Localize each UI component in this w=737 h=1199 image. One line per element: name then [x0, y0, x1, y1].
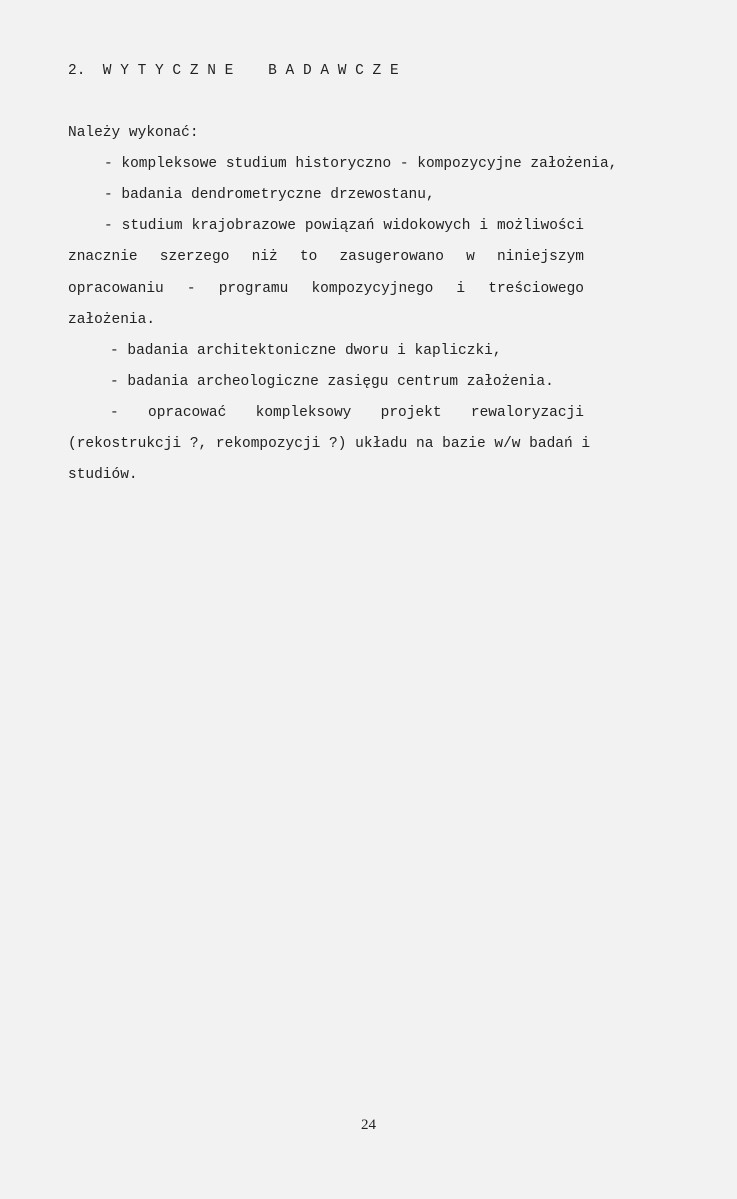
- list-item-1: - kompleksowe studium historyczno - kompozycyjne założenia,: [104, 156, 618, 172]
- list-item-2: - badania dendrometryczne drzewostanu,: [104, 187, 435, 203]
- list-item-3-line-2: znacznie szerzego niż to zasugerowano w niniejszym: [68, 249, 584, 265]
- list-item-6-line-2: (rekostrukcji ?, rekompozycji ?) układu na bazie w/w badań i: [68, 436, 591, 452]
- list-item-6-line-3: studiów.: [68, 467, 138, 483]
- intro-text: Należy wykonać:: [68, 125, 199, 141]
- list-item-3-line-4: założenia.: [68, 312, 156, 328]
- list-item-4: - badania architektoniczne dworu i kapliczki,: [110, 343, 502, 359]
- list-item-3-line-3: opracowaniu - programu kompozycyjnego i treściowego: [68, 281, 584, 297]
- page-number: 24: [361, 1117, 376, 1133]
- list-item-5: - badania archeologiczne zasięgu centrum założenia.: [110, 374, 554, 390]
- list-item-6-line-1: - opracować kompleksowy projekt rewaloryzacji: [110, 405, 584, 421]
- list-item-3-line-1: - studium krajobrazowe powiązań widokowych i możliwości: [104, 218, 584, 234]
- section-heading: 2. W Y T Y C Z N E B A D A W C Z E: [68, 63, 399, 79]
